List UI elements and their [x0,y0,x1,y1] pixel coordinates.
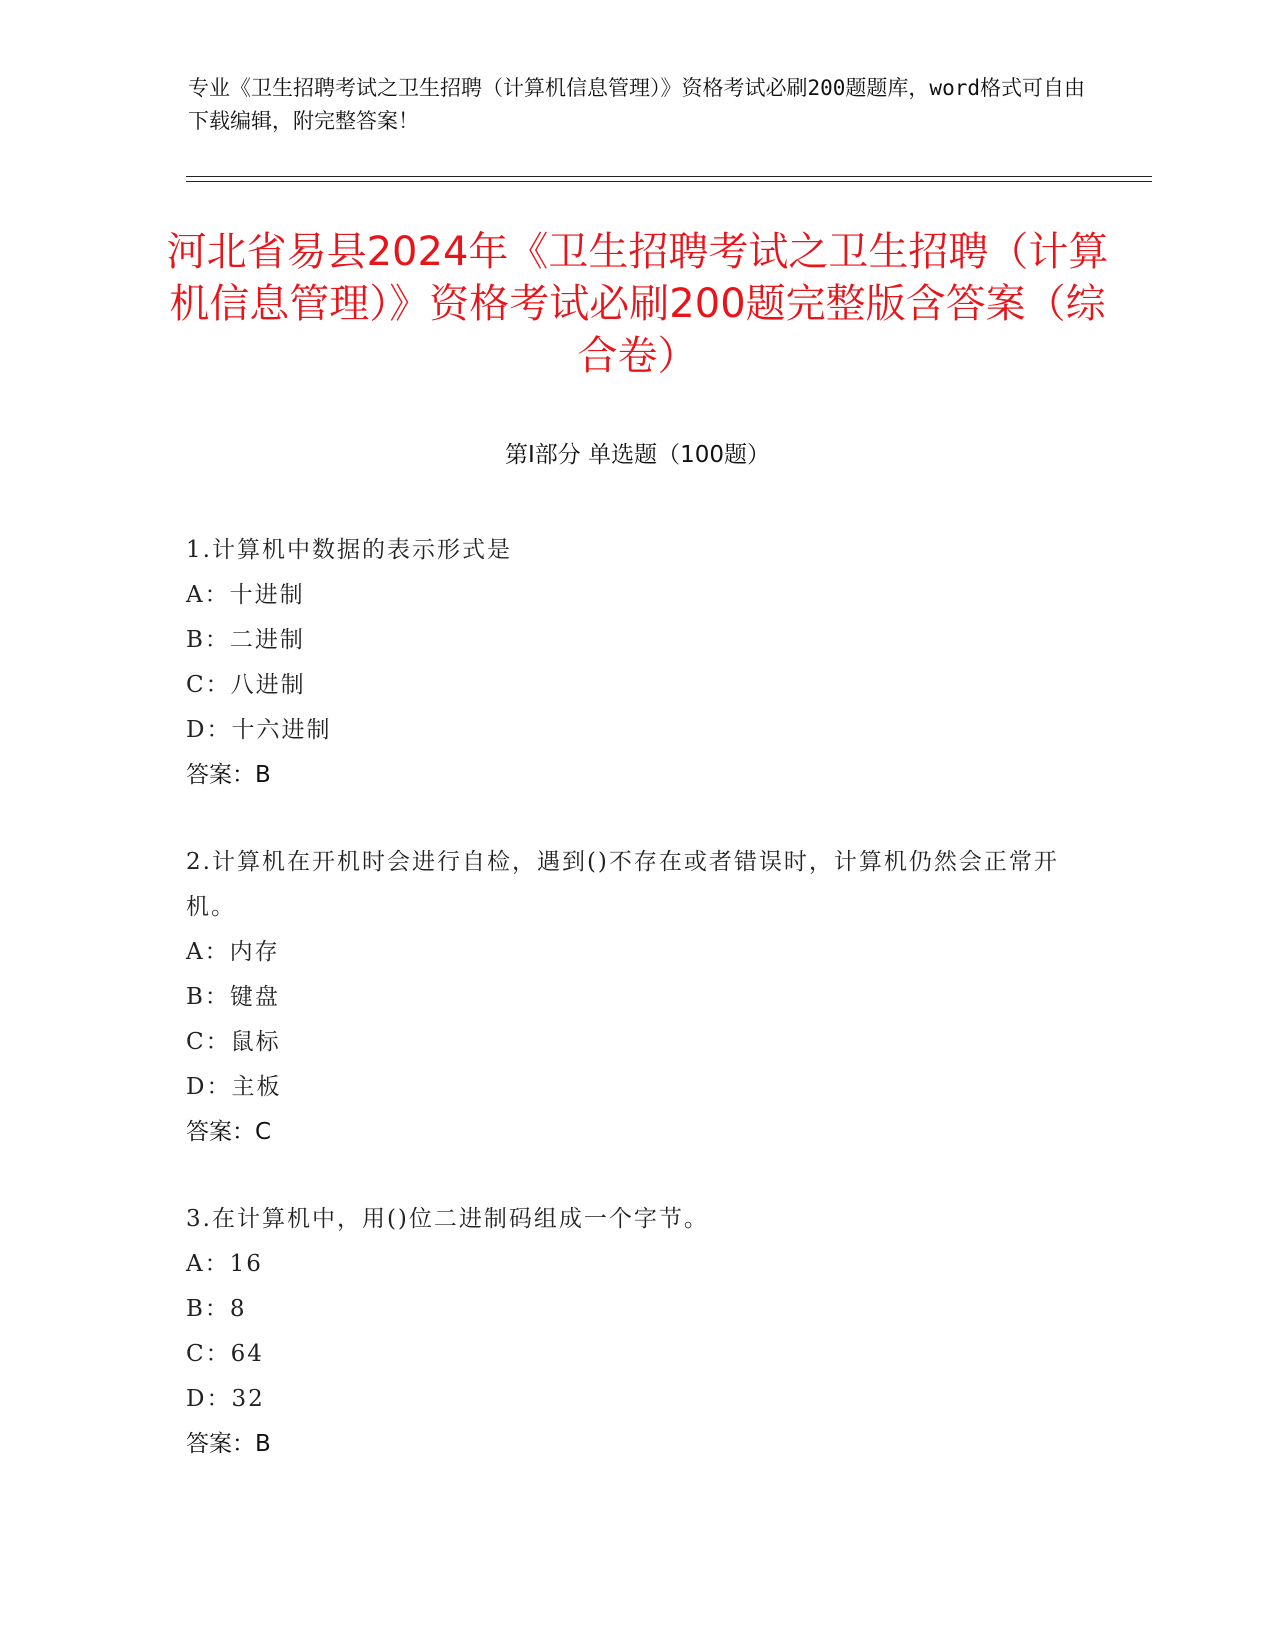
option-c: C：八进制 [186,672,306,698]
question-1 [186,528,1066,798]
option-c: C：64 [186,1341,264,1367]
header-divider-top [186,176,1152,177]
option-b: B：8 [186,1296,247,1322]
option-b: B：键盘 [186,984,280,1010]
section-heading: 第Ⅰ部分 单选题（100题） [505,442,770,468]
option-a: A：十进制 [186,582,305,608]
question-stem: 3.在计算机中，用()位二进制码组成一个字节。 [186,1206,709,1232]
header-note: 专业《卫生招聘考试之卫生招聘（计算机信息管理）》资格考试必刷200题题库，word格式可自由下载编辑，附完整答案！ [188,76,1085,133]
answer-line: 答案：C [186,1119,272,1145]
option-b: B：二进制 [186,627,305,653]
answer-line: 答案：B [186,1431,271,1457]
question-2 [186,840,1066,1155]
answer-line: 答案：B [186,762,271,788]
question-stem: 1.计算机中数据的表示形式是 [186,537,512,563]
option-c: C：鼠标 [186,1029,281,1055]
question-stem: 2.计算机在开机时会进行自检，遇到()不存在或者错误时，计算机仍然会正常开机。 [186,849,1059,920]
header-divider-bottom [186,181,1152,182]
option-d: D：十六进制 [186,717,332,743]
option-d: D：32 [186,1386,265,1412]
option-a: A：内存 [186,939,280,965]
question-3 [186,1197,1066,1467]
document-title: 河北省易县2024年《卫生招聘考试之卫生招聘（计算机信息管理）》资格考试必刷200题完整版含答案（综合卷） [166,229,1109,379]
option-a: A：16 [186,1251,263,1277]
question-list [186,528,1066,1509]
option-d: D：主板 [186,1074,282,1100]
